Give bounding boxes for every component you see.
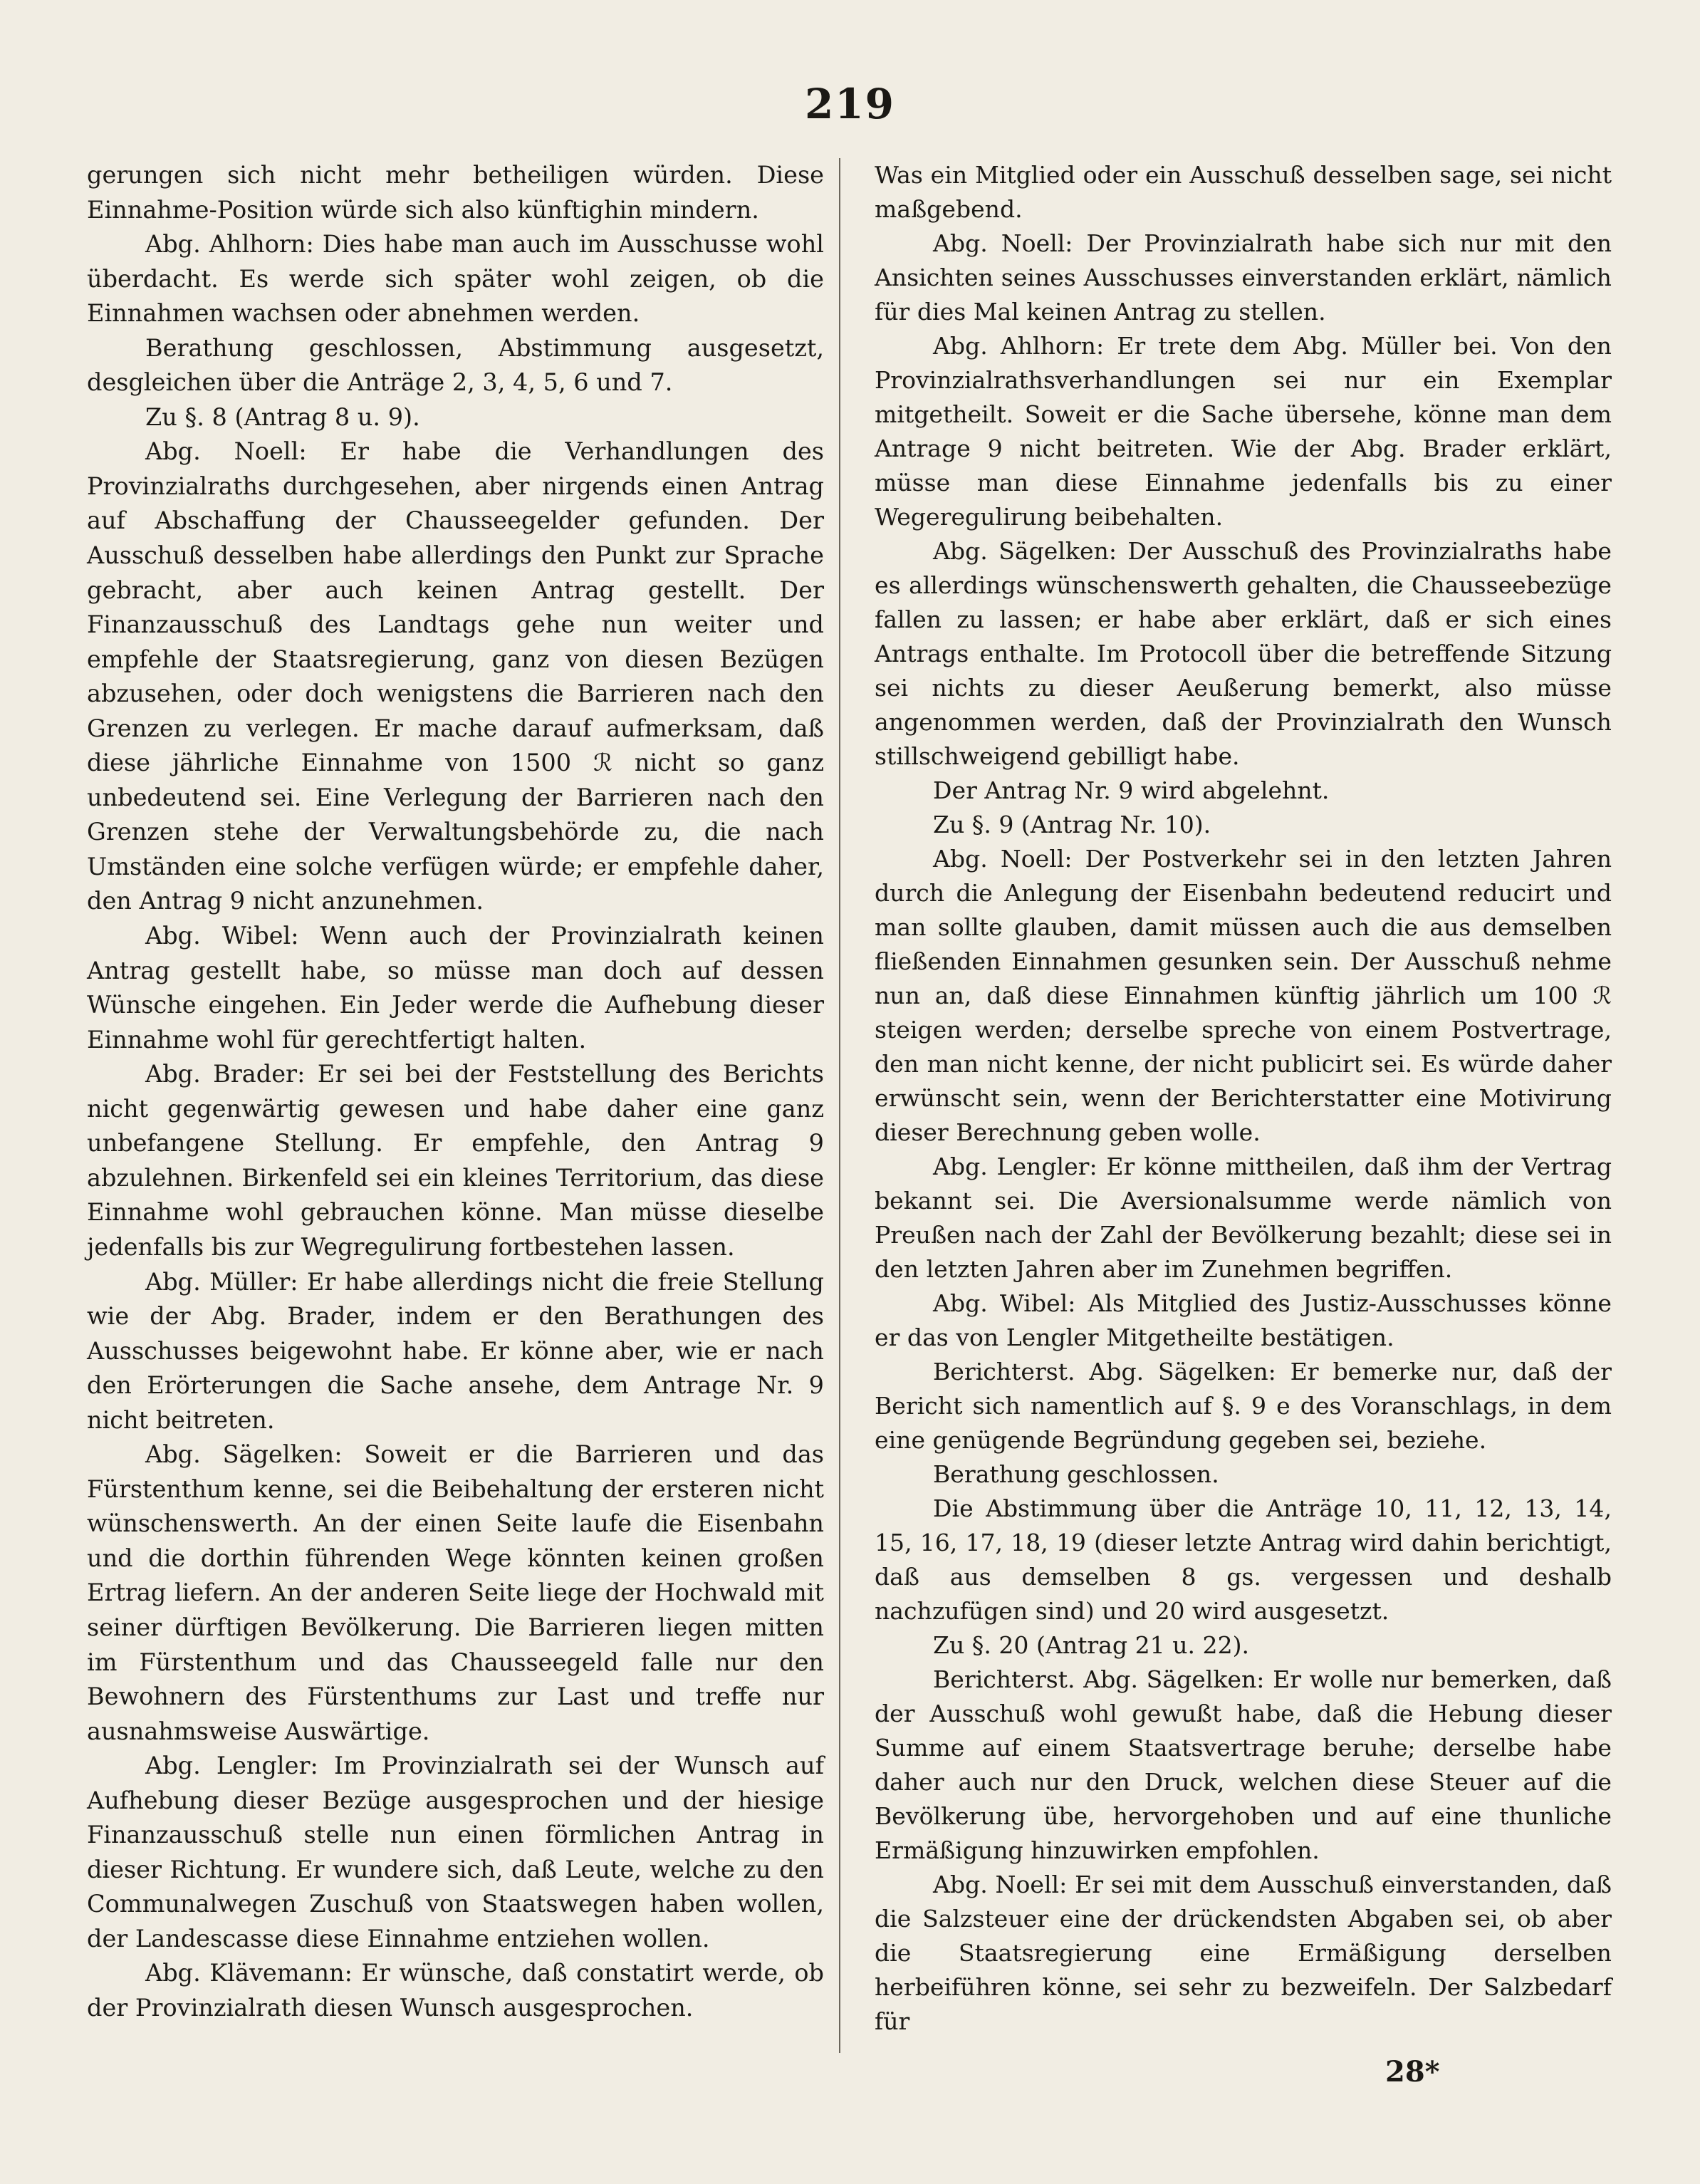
column-divider: [839, 158, 840, 2053]
paragraph: Die Abstimmung über die Anträge 10, 11, 12, 13, 14, 15, 16, 17, 18, 19 (dieser letzte Antrag wird dahin berichtigt, daß aus demselben 8 gs. vergessen und deshalb nachzufügen sind) und 20 wird ausgesetzt.: [875, 1494, 1612, 1625]
paragraph: Abg. Lengler: Er könne mittheilen, daß ihm der Vertrag bekannt sei. Die Aversionalsumme werde nämlich von Preußen nach der Zahl der Bevölkerung bezahlt; diese sei in den letzten Jahren aber im Zunehmen begriffen.: [875, 1153, 1612, 1283]
paragraph: Was ein Mitglied oder ein Ausschuß desselben sage, sei nicht maßgebend.: [875, 161, 1612, 223]
paragraph: Abg. Ahlhorn: Dies habe man auch im Ausschusse wohl überdacht. Es werde sich später wohl zeigen, ob die Einnahmen wachsen oder abnehmen werden.: [87, 230, 824, 328]
paragraph: Abg. Wibel: Als Mitglied des Justiz-Ausschusses könne er das von Lengler Mitgetheilte bestätigen.: [875, 1289, 1612, 1351]
paragraph: Abg. Lengler: Im Provinzialrath sei der Wunsch auf Aufhebung dieser Bezüge ausgesprochen und der hiesige Finanzausschuß stelle nun einen förmlichen Antrag in dieser Richtung. Er wundere sich, daß Leute, welche zu den Communalwegen Zuschuß von Staatswegen haben wollen, der Landescasse diese Einnahme entziehen wollen.: [87, 1752, 824, 1952]
paragraph: Zu §. 20 (Antrag 21 u. 22).: [933, 1631, 1250, 1659]
paragraph: Der Antrag Nr. 9 wird abgelehnt.: [933, 776, 1330, 804]
paragraph: Abg. Brader: Er sei bei der Feststellung des Berichts nicht gegenwärtig gewesen und habe daher eine ganz unbefangene Stellung. Er empfehle, den Antrag 9 abzulehnen. Birkenfeld sei ein kleines Territorium, das diese Einnahme wohl gebrauchen könne. Man müsse dieselbe jedenfalls bis zur Wegregulirung fortbestehen lassen.: [87, 1060, 824, 1261]
page-number: 219: [804, 80, 896, 128]
paragraph: Abg. Sägelken: Soweit er die Barrieren und das Fürstenthum kenne, sei die Beibehaltung der ersteren nicht wünschenswerth. An der einen Seite laufe die Eisenbahn und die dorthin führenden Wege könnten keinen großen Ertrag liefern. An der anderen Seite liege der Hochwald mit seiner dürftigen Bevölkerung. Die Barrieren liegen mitten im Fürstenthum und das Chausseegeld falle nur den Bewohnern des Fürstenthums zur Last und treffe nur ausnahmsweise Auswärtige.: [87, 1440, 824, 1745]
paragraph: Abg. Noell: Der Postverkehr sei in den letzten Jahren durch die Anlegung der Eisenbahn bedeutend reducirt und man sollte glauben, damit müssen auch die aus demselben fließenden Einnahmen gesunken sein. Der Ausschuß nehme nun an, daß diese Einnahmen künftig jährlich um 100 ℛ steigen werden; derselbe spreche von einem Postvertrage, den man nicht kenne, der nicht publicirt sei. Es würde daher erwünscht sein, wenn der Berichterstatter eine Motivirung dieser Berechnung geben wolle.: [875, 845, 1612, 1146]
paragraph: Abg. Noell: Er habe die Verhandlungen des Provinzialraths durchgesehen, aber nirgends einen Antrag auf Abschaffung der Chausseegelder gefunden. Der Ausschuß desselben habe allerdings den Punkt zur Sprache gebracht, aber auch keinen Antrag gestellt. Der Finanzausschuß des Landtags gehe nun weiter und empfehle der Staatsregierung, ganz von diesen Bezügen abzusehen, oder doch wenigstens die Barrieren nach den Grenzen zu verlegen. Er mache darauf aufmerksam, daß diese jährliche Einnahme von 1500 ℛ nicht so ganz unbedeutend sei. Eine Verlegung der Barrieren nach den Grenzen stehe der Verwaltungsbehörde zu, die nach Umständen eine solche verfügen würde; er empfehle daher, den Antrag 9 nicht anzunehmen.: [87, 437, 824, 915]
paragraph: Zu §. 9 (Antrag Nr. 10).: [933, 811, 1211, 838]
paragraph: Abg. Noell: Er sei mit dem Ausschuß einverstanden, daß die Salzsteuer eine der drückendsten Abgaben sei, ob aber die Staatsregierung eine Ermäßigung derselben herbeiführen könne, sei sehr zu bezweifeln. Der Salzbedarf für: [875, 1871, 1612, 2035]
paragraph: Berichterst. Abg. Sägelken: Er bemerke nur, daß der Bericht sich namentlich auf §. 9 e des Voranschlags, in dem eine genügende Begründung gegeben sei, beziehe.: [875, 1358, 1612, 1454]
paragraph: Abg. Wibel: Wenn auch der Provinzialrath keinen Antrag gestellt habe, so müsse man doch auf dessen Wünsche eingehen. Ein Jeder werde die Aufhebung dieser Einnahme wohl für gerechtfertigt halten.: [87, 922, 824, 1054]
paragraph: Abg. Müller: Er habe allerdings nicht die freie Stellung wie der Abg. Brader, indem er den Berathungen des Ausschusses beigewohnt habe. Er könne aber, wie er nach den Erörterungen die Sache ansehe, dem Antrage Nr. 9 nicht beitreten.: [87, 1267, 824, 1434]
paragraph: Abg. Klävemann: Er wünsche, daß constatirt werde, ob der Provinzialrath diesen Wunsch ausgesprochen.: [87, 1959, 824, 2022]
paragraph: Abg. Sägelken: Der Ausschuß des Provinzialraths habe es allerdings wünschenswerth gehalten, die Chausseebezüge fallen zu lassen; er habe aber erklärt, daß er sich eines Antrags enthalte. Im Protocoll über die betreffende Sitzung sei nichts zu dieser Aeußerung bemerkt, also müsse angenommen werden, daß der Provinzialrath den Wunsch stillschweigend gebilligt habe.: [875, 537, 1612, 770]
paragraph: Berathung geschlossen, Abstimmung ausgesetzt, desgleichen über die Anträge 2, 3, 4, 5, 6 und 7.: [87, 333, 824, 397]
paragraph: gerungen sich nicht mehr betheiligen würden. Diese Einnahme-Position würde sich also künftighin mindern.: [87, 161, 824, 224]
left-column: [87, 158, 824, 2026]
paragraph: Berathung geschlossen.: [933, 1460, 1219, 1488]
signature-mark: 28*: [1385, 2055, 1440, 2089]
paragraph: Berichterst. Abg. Sägelken: Er wolle nur bemerken, daß der Ausschuß wohl gewußt habe, daß die Hebung dieser Summe auf einem Staatsvertrage beruhe; derselbe habe daher auch nur den Druck, welchen diese Steuer auf die Bevölkerung übe, hervorgehoben und auf eine thunliche Ermäßigung hinzuwirken empfohlen.: [875, 1665, 1612, 1864]
paragraph: Zu §. 8 (Antrag 8 u. 9).: [145, 402, 420, 431]
paragraph: Abg. Ahlhorn: Er trete dem Abg. Müller bei. Von den Provinzialrathsverhandlungen sei nur ein Exemplar mitgetheilt. Soweit er die Sache übersehe, könne man dem Antrage 9 nicht beitreten. Wie der Abg. Brader erklärt, müsse man diese Einnahme jedenfalls bis zu einer Wegeregulirung beibehalten.: [875, 332, 1612, 531]
paragraph: Abg. Noell: Der Provinzialrath habe sich nur mit den Ansichten seines Ausschusses einverstanden erklärt, nämlich für dies Mal keinen Antrag zu stellen.: [875, 229, 1612, 326]
right-column: [875, 158, 1612, 2039]
